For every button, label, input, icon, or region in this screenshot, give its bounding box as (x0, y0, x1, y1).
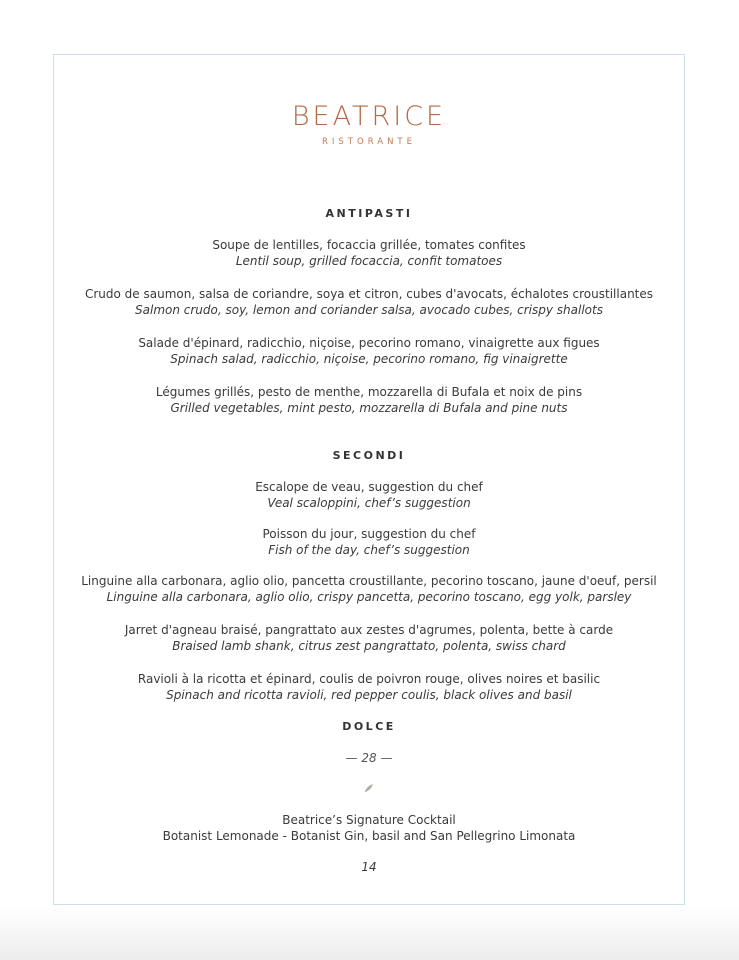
item-english: Linguine alla carbonara, aglio olio, crispy pancetta, pecorino toscano, egg yolk, parsley (106, 590, 632, 604)
cocktail-description: Botanist Lemonade - Botanist Gin, basil and San Pellegrino Limonata (162, 829, 576, 843)
item-french: Ravioli à la ricotta et épinard, coulis de poivron rouge, olives noires et basilic (137, 672, 601, 686)
item-english: Spinach salad, radicchio, niçoise, pecorino romano, fig vinaigrette (170, 352, 568, 366)
item-french: Légumes grillés, pesto de menthe, mozzarella di Bufala et noix de pins (155, 385, 583, 399)
menu-item (54, 671, 684, 703)
menu-item (54, 384, 684, 416)
item-english: Veal scaloppini, chef’s suggestion (267, 496, 471, 510)
item-english: Fish of the day, chef’s suggestion (268, 543, 470, 557)
section-heading-dolce: DOLCE (342, 720, 396, 733)
item-english: Braised lamb shank, citrus zest pangrattato, polenta, swiss chard (172, 639, 566, 653)
item-english: Lentil soup, grilled focaccia, confit tomatoes (235, 254, 503, 268)
menu-item (54, 237, 684, 269)
item-french: Soupe de lentilles, focaccia grillée, tomates confites (212, 238, 526, 252)
brand-subtitle: RISTORANTE (322, 137, 416, 147)
item-french: Poisson du jour, suggestion du chef (262, 527, 476, 541)
menu-item (54, 479, 684, 511)
section-heading-antipasti: ANTIPASTI (325, 207, 413, 220)
item-english: Spinach and ricotta ravioli, red pepper coulis, black olives and basil (166, 688, 572, 702)
leaf-icon (54, 782, 684, 795)
menu-page (53, 54, 685, 905)
menu-item (54, 526, 684, 558)
menu-item (54, 335, 684, 367)
dolce-price: — 28 — (345, 751, 393, 765)
menu-item (54, 286, 684, 318)
section-heading-secondi: SECONDI (332, 449, 406, 462)
item-french: Jarret d'agneau braisé, pangrattato aux zestes d'agrumes, polenta, bette à carde (124, 623, 614, 637)
menu-item (54, 573, 684, 605)
item-french: Linguine alla carbonara, aglio olio, pancetta croustillante, pecorino toscano, jaune d'oeuf, persil (81, 574, 657, 588)
item-english: Salmon crudo, soy, lemon and coriander salsa, avocado cubes, crispy shallots (135, 303, 603, 317)
item-english: Grilled vegetables, mint pesto, mozzarella di Bufala and pine nuts (170, 401, 568, 415)
item-french: Escalope de veau, suggestion du chef (255, 480, 483, 494)
page-number: 14 (361, 860, 377, 874)
menu-item (54, 622, 684, 654)
signature-cocktail (54, 812, 684, 844)
cocktail-title: Beatrice’s Signature Cocktail (282, 813, 456, 827)
item-french: Salade d'épinard, radicchio, niçoise, pecorino romano, vinaigrette aux figues (138, 336, 600, 350)
item-french: Crudo de saumon, salsa de coriandre, soya et citron, cubes d'avocats, échalotes croustillantes (84, 287, 654, 301)
brand-name: BEATRICE (291, 101, 447, 132)
